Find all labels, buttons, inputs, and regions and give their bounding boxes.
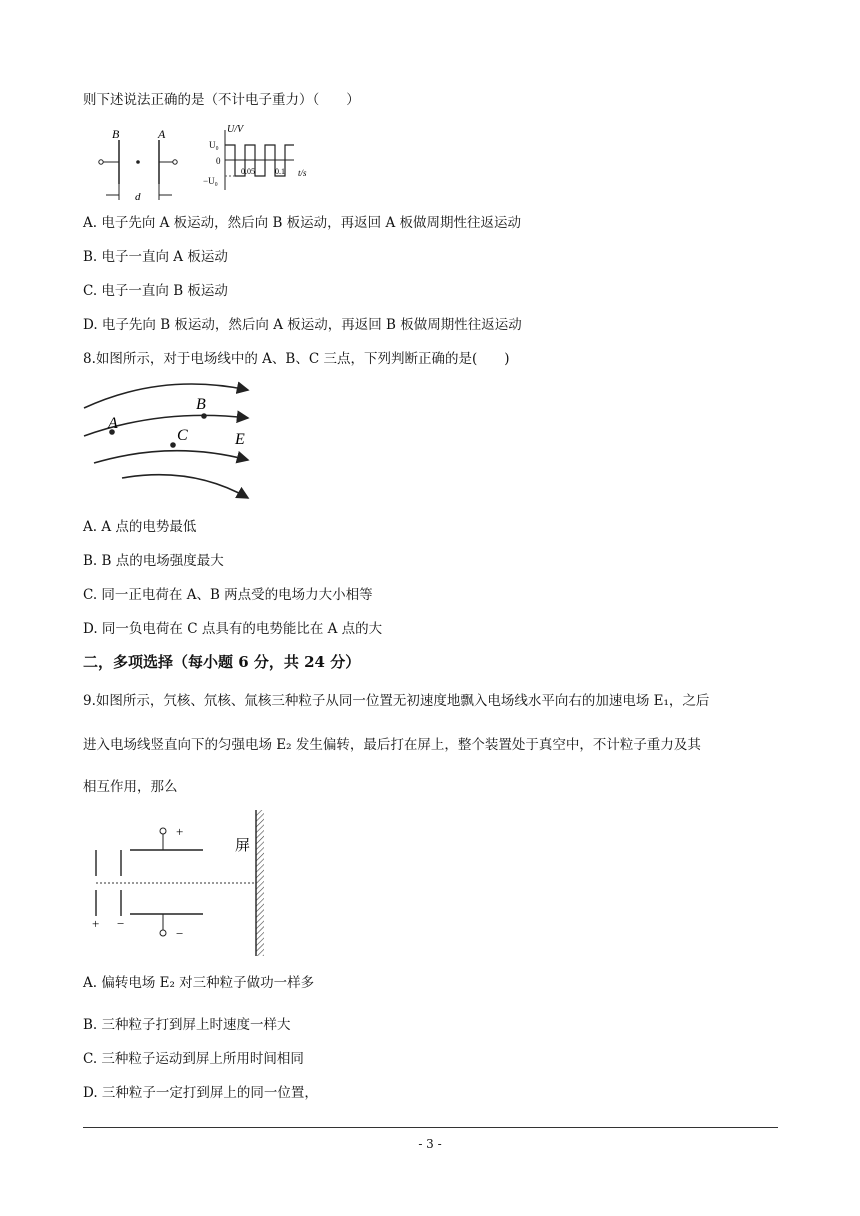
- graph-u0-label: U₀: [209, 140, 219, 150]
- q9-stem-line3: 相互作用，那么: [83, 779, 178, 795]
- q8-field-lines-figure: [82, 378, 252, 503]
- q9-option-a: A. 偏转电场 E₂ 对三种粒子做功一样多: [83, 975, 315, 991]
- graph-x-axis-label: t/s: [298, 168, 307, 178]
- point-a-label: A: [108, 415, 118, 432]
- footer-rule: [83, 1127, 778, 1128]
- q9-stem-line1: 9.如图所示，氕核、氘核、氚核三种粒子从同一位置无初速度地飘入电场线水平向右的加速电场 E₁，之后: [83, 693, 710, 709]
- page-number: - 3 -: [418, 1137, 442, 1151]
- q8-option-a: A. A 点的电势最低: [83, 519, 197, 535]
- graph-neg-u0-label: −U₀: [203, 176, 218, 186]
- q7-stem: 则下述说法正确的是（不计电子重力）（ ）: [83, 92, 360, 108]
- q9-option-d: D. 三种粒子一定打到屏上的同一位置，: [83, 1085, 318, 1101]
- point-c-label: C: [177, 427, 188, 444]
- q8-stem: 8.如图所示，对于电场线中的 A、B、C 三点，下列判断正确的是( ): [83, 351, 510, 367]
- q7-option-a: A. 电子先向 A 板运动，然后向 B 板运动，再返回 A 板做周期性往返运动: [83, 215, 521, 231]
- accel-minus-label: −: [117, 916, 125, 931]
- accel-plus-label: +: [92, 916, 100, 931]
- graph-t2-label: 0.1: [275, 167, 285, 176]
- plate-a-label: A: [158, 127, 166, 141]
- q9-apparatus-figure: [88, 808, 278, 960]
- graph-zero-label: 0: [216, 156, 221, 166]
- q9-stem-line2: 进入电场线竖直向下的匀强电场 E₂ 发生偏转，最后打在屏上，整个装置处于真空中，不计粒子重力及其: [83, 737, 701, 753]
- section-heading: 二，多项选择（每小题 6 分，共 24 分）: [83, 653, 361, 671]
- q7-option-b: B. 电子一直向 A 板运动: [83, 249, 228, 265]
- q7-option-d: D. 电子先向 B 板运动，然后向 A 板运动，再返回 B 板做周期性往返运动: [83, 317, 522, 333]
- gap-label: d: [135, 191, 141, 203]
- plate-b-label: B: [112, 127, 120, 141]
- deflect-plus-label: +: [176, 824, 184, 839]
- q8-option-b: B. B 点的电场强度最大: [83, 553, 224, 569]
- graph-t1-label: 0.05: [241, 167, 255, 176]
- screen-label: 屏: [235, 838, 251, 854]
- q9-option-c: C. 三种粒子运动到屏上所用时间相同: [83, 1051, 304, 1067]
- q8-option-d: D. 同一负电荷在 C 点具有的电势能比在 A 点的大: [83, 621, 383, 637]
- deflect-minus-label: −: [176, 926, 184, 941]
- q7-figure: [92, 118, 322, 208]
- field-e-label: E: [235, 431, 245, 448]
- q7-option-c: C. 电子一直向 B 板运动: [83, 283, 228, 299]
- graph-y-axis-label: U/V: [227, 124, 244, 135]
- q8-option-c: C. 同一正电荷在 A、B 两点受的电场力大小相等: [83, 587, 373, 603]
- q9-option-b: B. 三种粒子打到屏上时速度一样大: [83, 1017, 291, 1033]
- point-b-label: B: [196, 396, 206, 413]
